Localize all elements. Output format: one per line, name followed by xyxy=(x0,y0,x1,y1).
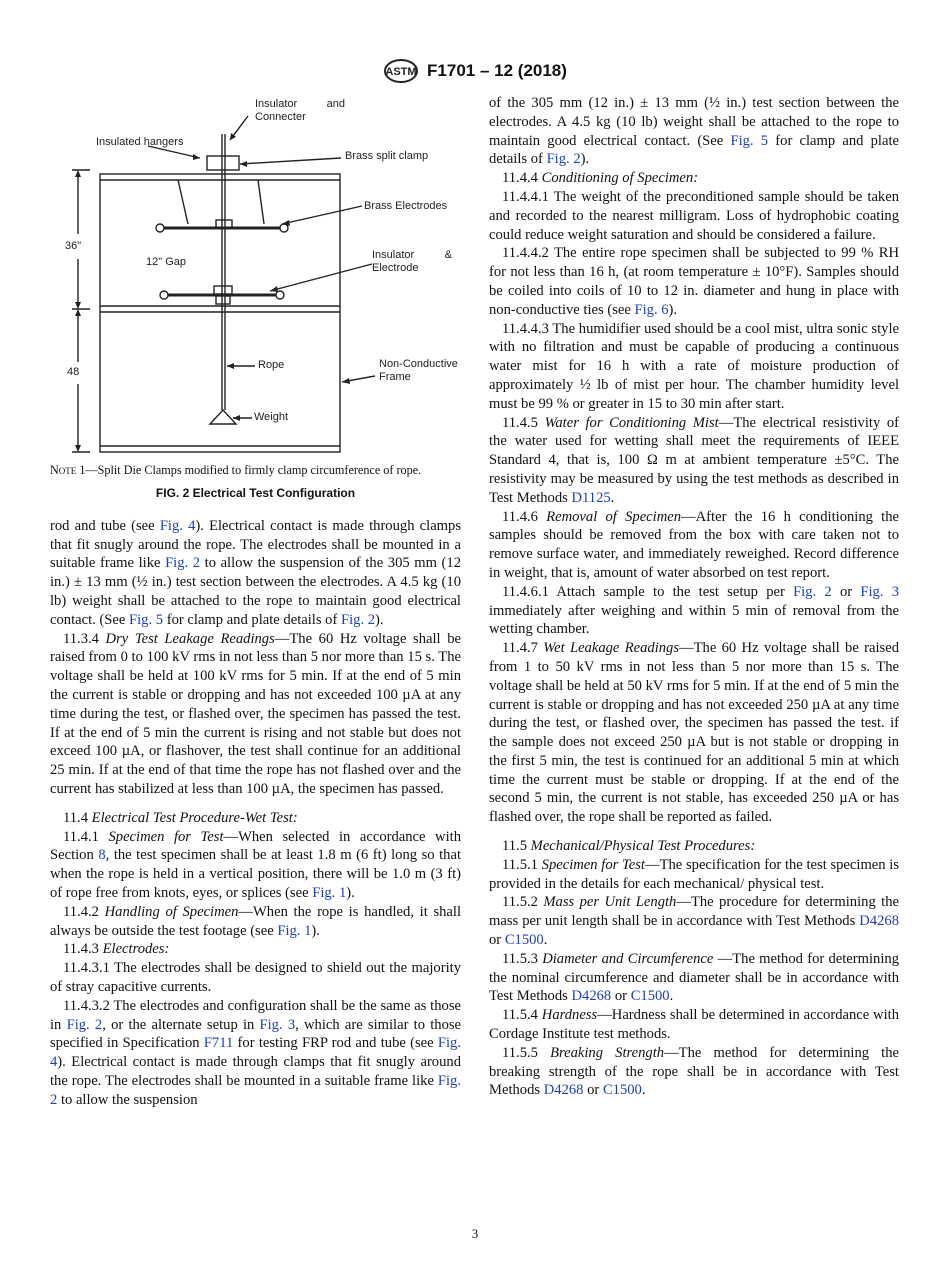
figure-note: Note 1—Split Die Clamps modified to firmly clamp circumference of rope. xyxy=(50,463,422,477)
paragraph-11-4-5: 11.4.5 Water for Conditioning Mist—The electrical resistivity of the water used for wetting shall meet the requirements of IEEE Standard 4, that is, 100 Ω m at ambient temperature ±5°C. The resistivity may be measured by using the test methods as described in Test Methods D1125. xyxy=(489,414,900,506)
link-d4268[interactable]: D4268 xyxy=(571,988,612,1005)
label-insulated-hangers: Insulated hangers xyxy=(96,136,184,148)
paragraph-11-4-4-1: 11.4.4.1 The weight of the preconditioned sample should be taken and recorded to the nearest milligram. Loss of hydrophobic coating could reduce weight saturation and should be considered a failure. xyxy=(489,188,899,243)
heading-11-4-3: 11.4.3 Electrodes: xyxy=(63,941,170,958)
paragraph-continued-right: of the 305 mm (12 in.) ± 13 mm (½ in.) test section between the electrodes. A 4.5 kg (10 lb) weight shall be attached to the rope to maintain good electrical contact. (See Fig. 5 for clamp and plate details of Fig. 2). xyxy=(489,95,899,168)
page-number: 3 xyxy=(471,1226,479,1241)
paragraph-11-5-3: 11.5.3 Diameter and Circumference —The method for determining the nominal circumference and diameter shall be in accordance with Test Methods D4268 or C1500. xyxy=(489,950,899,1005)
link-c1500[interactable]: C1500 xyxy=(504,932,544,949)
link-fig-4[interactable]: Fig. 4 xyxy=(159,517,196,534)
label-insulator-electrode: Insulator & Electrode xyxy=(372,249,452,274)
paragraph-11-5-2: 11.5.2 Mass per Unit Length—The procedure for determining the mass per unit length shall be in accordance with Test Methods D4268 or C1500. xyxy=(489,894,899,949)
link-fig-6[interactable]: Fig. 6 xyxy=(634,301,669,318)
paragraph-11-4-6: 11.4.6 Removal of Specimen—After the 16 h conditioning the samples should be removed from the box with care taken not to remove surface water, and immediately reweighed. Record difference in weight, that is, amount of water absorbed on test report. xyxy=(489,508,900,581)
paragraph-11-5-1: 11.5.1 Specimen for Test—The specification for the test specimen is provided in the details for each mechanical/ physical test. xyxy=(489,856,900,892)
link-fig-1[interactable]: Fig. 1 xyxy=(277,922,312,939)
paragraph-11-5-4: 11.5.4 Hardness—Hardness shall be determined in accordance with Cordage Institute test methods. xyxy=(489,1007,899,1043)
label-dimension-48: 48 xyxy=(67,366,80,378)
link-fig-2[interactable]: Fig. 2 xyxy=(546,151,581,168)
standard-designation: F1701 – 12 (2018) xyxy=(427,61,567,80)
link-fig-1[interactable]: Fig. 1 xyxy=(312,884,347,901)
figure-caption: FIG. 2 Electrical Test Configuration xyxy=(155,486,356,500)
link-fig-4[interactable]: Fig. 4 xyxy=(50,1035,461,1071)
page-header xyxy=(0,58,950,84)
paragraph-continued: rod and tube (see Fig. 4). Electrical contact is made through clamps that fit snugly around the rope. The electrodes shall be mounted in a suitable frame like Fig. 2 to allow the suspension of the 305 mm (12 in.) ± 13 mm (½ in.) test section between the electrodes. A 4.5 kg (10 lb) weight shall be attached to the rope to maintain good electrical contact. (See Fig. 5 for clamp and plate details of Fig. 2). xyxy=(50,517,462,628)
paragraph-11-4-3-1: 11.4.3.1 The electrodes shall be designed to shield out the majority of stray capacitive currents. xyxy=(50,960,461,995)
figure-2-diagram xyxy=(50,94,461,462)
paragraph-11-4-7: 11.4.7 Wet Leakage Readings—The 60 Hz voltage shall be raised from 1 to 50 kV rms in not less than 5 nor more than 15 s. The voltage shall be held at 50 kV rms for 5 min. If at the end of 5 min the current is stable or dropping and has not exceeded 250 µA at any time during the test, or flashed over, the specimen has passed the test. if the sample does not exceed 250 µA but is not stable or dropping in the first 5 min, the test is continued for an additional 5 min at which time the current must be stable or dropping. If at the end of the second 5 min, the current is not stable, has exceeded 250 µA or has flashed over, the rope shall be reported as failed. xyxy=(489,640,900,826)
link-fig-2[interactable]: Fig. 2 xyxy=(340,611,376,628)
link-fig-5[interactable]: Fig. 5 xyxy=(730,132,769,149)
heading-11-5: 11.5 Mechanical/Physical Test Procedures: xyxy=(502,838,756,855)
label-insulator-connecter: Insulator and Connecter xyxy=(255,98,345,123)
label-brass-electrodes: Brass Electrodes xyxy=(364,200,448,212)
link-fig-2[interactable]: Fig. 2 xyxy=(165,555,201,572)
label-rope: Rope xyxy=(258,359,285,371)
label-brass-split-clamp: Brass split clamp xyxy=(345,150,429,162)
right-column xyxy=(489,94,899,1100)
paragraph-11-4-3-2: 11.4.3.2 The electrodes and configuration shall be the same as those in Fig. 2, or the alternate setup in Fig. 3, which are similar to those specified in Specification F711 for testing FRP rod and tube (see Fig. 4). Electrical contact is made through clamps that fit snugly around the rope. The electrodes shall be mounted in a suitable frame like Fig. 2 to allow the suspension xyxy=(50,997,462,1108)
label-dimension-36: 36" xyxy=(65,240,82,252)
svg-text:ASTM: ASTM xyxy=(385,66,417,78)
link-fig-2[interactable]: Fig. 2 xyxy=(66,1016,103,1033)
paragraph-11-4-1: 11.4.1 Specimen for Test—When selected in accordance with Section 8, the test specimen shall be at least 1.8 m (6 ft) long so that when the rope is held in a vertical position, there will be 1.0 m (3 ft) of rope free from knots, eyes, or splices (see Fig. 1). xyxy=(50,828,461,901)
link-c1500[interactable]: C1500 xyxy=(602,1082,642,1099)
paragraph-11-4-4-3: 11.4.4.3 The humidifier used should be a cool mist, ultra sonic style with no filtration and must be capable of producing a continuous water mist for 16 h with a rate of moisture production of approximately ½ lb of mist per hour. The chamber humidity level must be 99 % or greater in 15 to 30 min after start. xyxy=(489,320,899,412)
astm-logo-icon xyxy=(383,58,419,84)
left-column xyxy=(50,94,461,1110)
link-d4268[interactable]: D4268 xyxy=(859,913,899,930)
link-f711[interactable]: F711 xyxy=(203,1035,234,1052)
link-fig-3[interactable]: Fig. 3 xyxy=(860,583,899,600)
label-non-conductive-frame: Non-Conductive Frame xyxy=(379,358,458,383)
label-weight: Weight xyxy=(254,411,289,423)
paragraph-11-3-4: 11.3.4 Dry Test Leakage Readings—The 60 Hz voltage shall be raised from 0 to 100 kV rms in not less than 5 nor more than 15 s. The voltage shall be held at 100 kV rms for 5 min. If at the end of 5 min the current is stable or dropping and has not exceeded 100 µA at any time during the test, or flashed over, the specimen has passed the test. If at the end of 5 min the current is rising and not stable but does not exceed 100 µA, or flashover, the test shall continue for an additional 25 min. If at the end of that time the rope has not flashed over and the current has stabilized at less than 100 µA, the specimen has passed. xyxy=(50,630,461,797)
label-gap: 12" Gap xyxy=(146,256,186,268)
paragraph-11-4-4-2: 11.4.4.2 The entire rope specimen shall be subjected to 99 % RH for not less than 16 h, (at room temperature ± 10°F). Samples should be coiled into coils of 10 to 12 in. diameter and hung in place with non-conductive ties (see Fig. 6). xyxy=(489,245,899,318)
paragraph-11-4-6-1: 11.4.6.1 Attach sample to the test setup per Fig. 2 or Fig. 3 immediately after weighing and within 5 min of removal from the wetting chamber. xyxy=(489,583,899,638)
link-d1125[interactable]: D1125 xyxy=(571,489,611,506)
link-fig-5[interactable]: Fig. 5 xyxy=(129,611,164,628)
paragraph-11-5-5: 11.5.5 Breaking Strength—The method for determining the breaking strength of the rope shall be in accordance with Test Methods D4268 or C1500. xyxy=(489,1044,900,1099)
paragraph-11-4-2: 11.4.2 Handling of Specimen—When the rope is handled, it shall always be outside the test footage (see Fig. 1). xyxy=(50,903,462,939)
link-c1500[interactable]: C1500 xyxy=(630,988,670,1005)
heading-11-4: 11.4 Electrical Test Procedure-Wet Test: xyxy=(63,809,298,826)
link-fig-2[interactable]: Fig. 2 xyxy=(793,583,832,600)
link-d4268[interactable]: D4268 xyxy=(543,1082,584,1099)
link-fig-2[interactable]: Fig. 2 xyxy=(50,1072,461,1108)
heading-11-4-4: 11.4.4 Conditioning of Specimen: xyxy=(502,170,699,187)
link-fig-3[interactable]: Fig. 3 xyxy=(259,1016,296,1033)
link-section-8[interactable]: 8 xyxy=(98,847,106,864)
